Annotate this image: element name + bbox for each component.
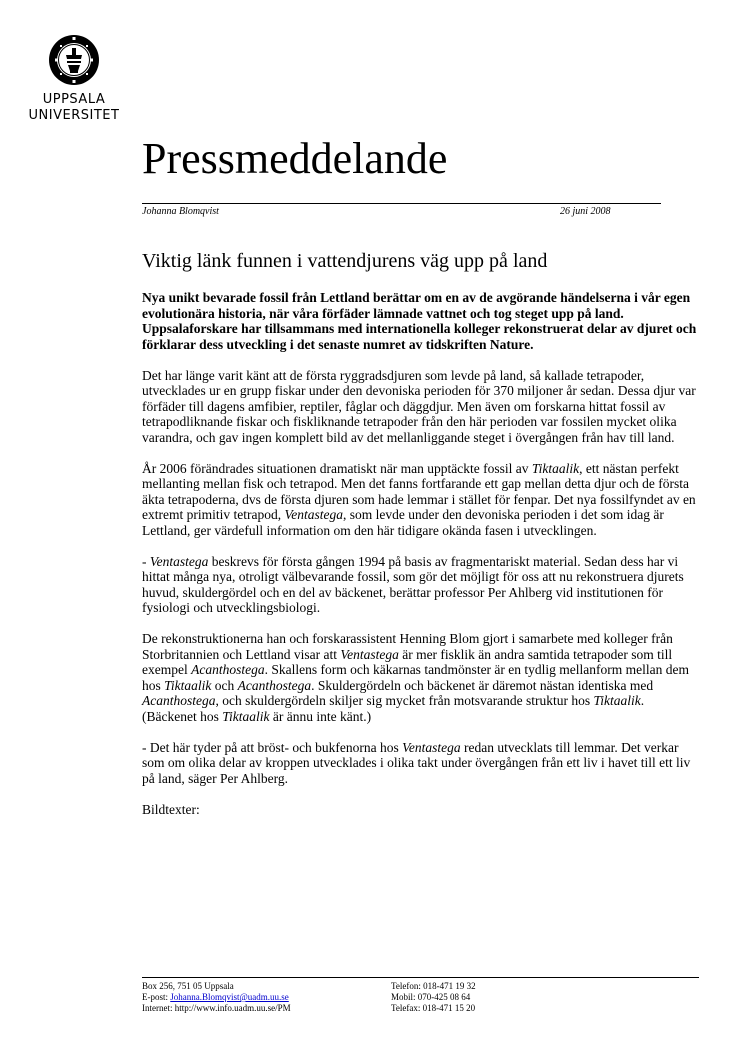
text-run: . Skuldergördeln och bäckenet är däremot nästan identiska med — [311, 677, 654, 693]
author: Johanna Blomqvist — [142, 206, 219, 217]
logo-line-1: UPPSALA — [42, 92, 106, 107]
university-name — [24, 92, 124, 124]
species-name: Tiktaalik — [164, 677, 212, 693]
footer-internet: Internet: http://www.info.uadm.uu.se/PM — [142, 1003, 291, 1013]
species-name: Tiktaalik — [222, 708, 270, 724]
text-run: och — [211, 677, 238, 693]
species-name: Ventastega — [284, 507, 343, 522]
footer-fax: Telefax: 018-471 15 20 — [391, 1003, 476, 1013]
body-paragraph-1: Det har länge varit känt att de första ryggradsdjuren som levde på land, så kallade tetrapoder, utvecklades ur en grupp fiskar under den devoniska perioden för 370 miljoner år sedan. Dessa djur var förfäder till dagens amfibier, reptiler, fåglar och däggdjur. Men även om forskarna hittat fossil av tetrapodliknande fiskar och fiskliknande tetrapoder från den här perioden var fossilen mycket olika varandra, och gav ingen komplett bild av det mellanliggande steget i övergången från hav till land. — [142, 367, 696, 445]
species-name: Tiktaalik — [593, 693, 641, 708]
text-run: , som levde under den devoniska perioden i det som idag är Lettland, ger värdefull information om den här tidigare okända fasen i utvecklingen. — [142, 507, 664, 538]
text-run: , och skuldergördeln skiljer sig mycket från motsvarande struktur hos — [215, 693, 594, 708]
footer-contact — [142, 981, 291, 1014]
footer-divider — [142, 977, 699, 978]
text-run: är ännu inte känt.) — [269, 708, 372, 724]
page-heading: Pressmeddelande — [142, 134, 448, 183]
body-paragraph-4 — [142, 631, 702, 724]
species-name: Ventastega — [402, 739, 461, 755]
captions-heading: Bildtexter: — [142, 801, 200, 817]
email-link[interactable]: Johanna.Blomqvist@uadm.uu.se — [170, 992, 289, 1002]
university-logo — [24, 34, 124, 124]
logo-line-2: UNIVERSITET — [28, 108, 120, 123]
text-run: , ett nästan perfekt mellanting mellan fisk och tetrapod. Men det fanns fortfarande ett gap mellan detta djur och de första äkta tetrapoderna, dvs de första djuren som hade lemmar i stället för fenpar. Det nya fossilfyndet av en extremt primitiv tetrapod, — [142, 460, 696, 522]
text-run: - — [142, 553, 150, 569]
university-seal-icon — [48, 34, 100, 86]
text-run: . (Bäckenet hos — [142, 693, 645, 724]
footer-email-line — [142, 992, 291, 1003]
species-name: Tiktaalik — [531, 460, 580, 476]
footer-address: Box 256, 751 05 Uppsala — [142, 981, 234, 991]
footer-phones — [391, 981, 476, 1014]
species-name: Acanthostega — [237, 677, 312, 693]
press-release-body — [142, 290, 702, 833]
text-run: beskrevs för första gången 1994 på basis av fragmentariskt material. Sedan dess har vi hittat många nya, otroligt välbevarande fossil, som gör det möjligt för oss att nu rekonstruera djurets huvud, skuldergördel och en del av bäckenet, berättar professor Per Ahlberg vid institutionen för fysiologi och utvecklingsbiologi. — [142, 553, 684, 615]
body-paragraph-3 — [142, 554, 702, 616]
email-label: E-post: — [142, 992, 171, 1002]
footer-phone: Telefon: 018-471 19 32 — [391, 981, 476, 991]
document-meta — [142, 206, 622, 218]
species-name: Acanthostega — [142, 693, 216, 708]
body-paragraph-2 — [142, 461, 702, 539]
text-run: redan utvecklats till lemmar. Det verkar som om olika delar av kroppen utvecklades i olika takt under övergången från ett liv i havet till ett liv på land, säger Per Ahlberg. — [142, 739, 691, 786]
text-run: är mer fisklik än andra samtida tetrapoder som till exempel — [142, 646, 673, 677]
text-run: De rekonstruktionerna han och forskarassistent Henning Blom gjort i samarbete med kolleger från Storbritannien och Lettland visar att — [142, 631, 673, 662]
publish-date: 26 juni 2008 — [560, 206, 611, 217]
press-release-title: Viktig länk funnen i vattendjurens väg upp på land — [142, 250, 548, 272]
body-paragraph-5 — [142, 740, 702, 787]
text-run: - Det här tyder på att bröst- och bukfenorna hos — [142, 739, 403, 755]
species-name: Acanthostega — [191, 662, 265, 677]
species-name: Ventastega — [340, 646, 399, 662]
footer-mobile: Mobil: 070-425 08 64 — [391, 992, 471, 1002]
text-run: . Skallens form och käkarnas tandmönster är en tydlig mellanform mellan dem hos — [142, 662, 689, 693]
species-name: Ventastega — [149, 553, 209, 569]
header-divider — [142, 203, 661, 204]
text-run: År 2006 förändrades situationen dramatiskt när man upptäckte fossil av — [142, 460, 532, 476]
lead-paragraph: Nya unikt bevarade fossil från Lettland berättar om en av de avgörande händelserna i vår egen evolutionära historia, när våra förfäder lämnade vattnet och tog steget upp på land. Uppsalaforskare har tillsammans med internationella kolleger rekonstruerat delar av djuret och förklarar dess utveckling i det senaste numret av tidskriften Nature. — [142, 290, 697, 352]
